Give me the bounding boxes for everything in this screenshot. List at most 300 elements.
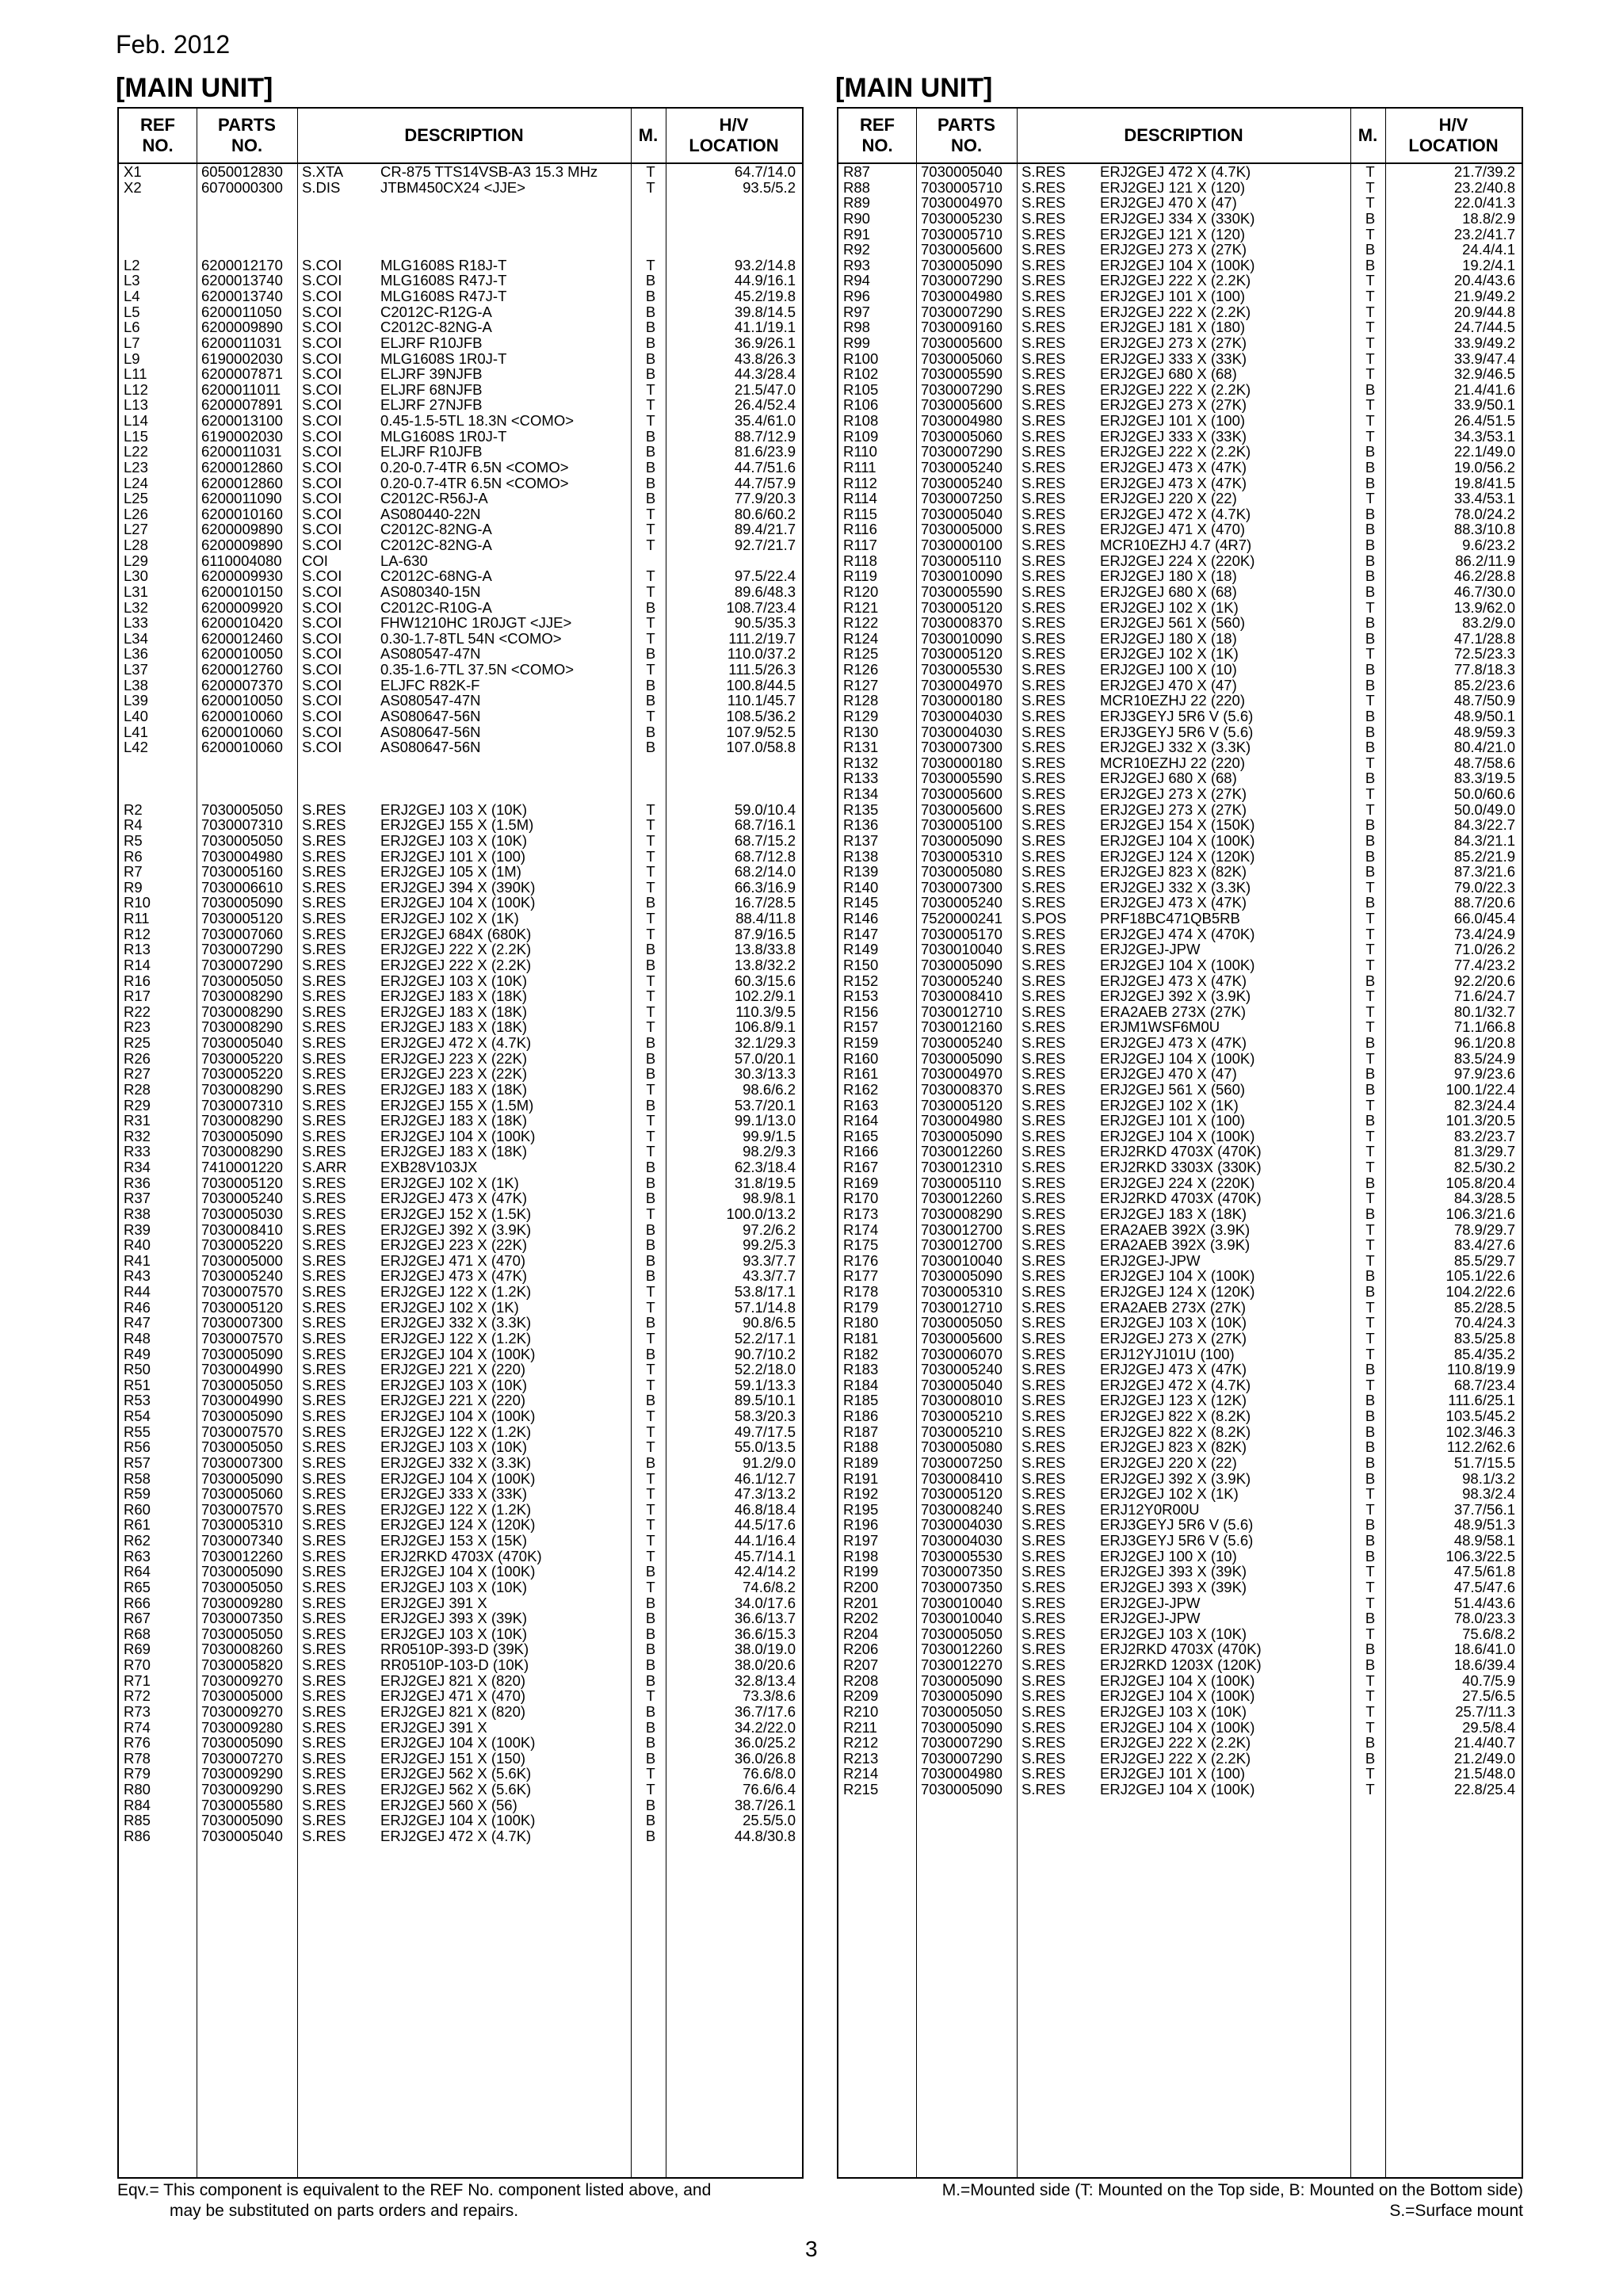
cell-mounted-side: B [1365,1656,1376,1673]
cell-mounted-side: T [646,1408,655,1424]
cell-description: ERJ2GEJ 101 X (100) [1100,412,1246,429]
cell-description: ERJ2GEJ 273 X (27K) [1100,334,1247,351]
cell-parts-no: 7030005120 [921,645,1002,663]
cell-ref-no: R73 [124,1702,151,1720]
cell-location: 112.2/62.6 [1446,1438,1515,1456]
cell-parts-type: S.RES [302,1749,346,1767]
cell-ref-no: R119 [843,567,877,585]
cell-parts-type: S.RES [1022,598,1066,616]
cell-parts-no: 7520000241 [921,910,1002,926]
cell-ref-no: R186 [843,1408,879,1424]
cell-mounted-side: B [645,1190,656,1207]
table-row [838,1268,1522,1284]
cell-description: C2012C-82NG-A [380,319,492,336]
cell-parts-type: S.RES [1022,256,1066,273]
cell-location: 97.5/22.4 [734,567,796,585]
cell-ref-no: R188 [843,1438,879,1456]
cell-description: ERJ2GEJ 103 X (10K) [380,1578,528,1595]
cell-ref-no: L4 [124,288,140,304]
cell-mounted-side: B [645,443,656,460]
cell-ref-no: R40 [124,1236,151,1254]
table-row [119,631,802,647]
table-row [119,1782,802,1797]
table-row [838,911,1522,926]
cell-description: ERJ2GEJ 102 X (1K) [1100,1096,1239,1114]
cell-parts-no: 6200009890 [201,521,283,538]
cell-ref-no: L30 [124,567,148,585]
table-row [838,444,1522,460]
cell-description: ERA2AEB 273X (27K) [1100,1298,1247,1316]
cell-ref-no: R117 [843,537,877,553]
cell-parts-no: 7030008290 [201,1080,283,1098]
cell-ref-no: R109 [843,427,879,445]
cell-parts-no: 7030005600 [921,241,1002,258]
cell-location: 44.8/30.8 [734,1827,796,1844]
cell-mounted-side: T [1365,1096,1375,1114]
cell-parts-no: 6190002030 [201,427,283,445]
cell-location: 107.0/58.8 [726,739,796,756]
cell-location: 106.8/9.1 [734,1018,796,1036]
table-row [838,1190,1522,1206]
table-body [838,164,1522,1797]
cell-parts-no: 7030008290 [201,1018,283,1036]
cell-location: 100.8/44.5 [726,676,796,693]
cell-parts-type: S.RES [1022,1454,1066,1471]
cell-ref-no: R140 [843,878,879,896]
cell-parts-type: S.RES [1022,1781,1066,1797]
cell-parts-no: 7030007300 [921,739,1002,756]
cell-parts-no: 7030009280 [201,1718,283,1736]
table-row [119,506,802,522]
cell-mounted-side: B [645,350,656,367]
cell-mounted-side: T [1365,1687,1375,1705]
cell-mounted-side: B [1365,1392,1376,1409]
cell-location: 85.2/21.9 [1453,847,1515,865]
cell-parts-type: S.COI [302,350,342,367]
cell-location: 77.8/18.3 [1453,661,1515,678]
cell-mounted-side: B [1365,1610,1376,1627]
cell-parts-type: S.COI [302,598,342,616]
cell-ref-no: R91 [843,225,870,243]
cell-description: ERJ2GEJ-JPW [1100,941,1201,958]
cell-parts-type: S.RES [1022,1438,1066,1456]
cell-mounted-side: T [1365,1625,1375,1642]
header-mounted: M. [638,125,659,145]
cell-mounted-side: B [645,598,656,616]
cell-parts-no: 7030005090 [201,1345,283,1362]
cell-location: 39.8/14.5 [734,303,796,320]
cell-description: ERJ2GEJ-JPW [1100,1251,1201,1269]
cell-ref-no: R189 [843,1454,879,1471]
cell-parts-no: 7030005030 [201,1205,283,1222]
cell-location: 104.2/22.6 [1445,1283,1515,1300]
cell-parts-type: S.RES [1022,1594,1066,1611]
cell-parts-no: 6200010060 [201,739,283,756]
cell-description: ERJ2GEJ 392 X (3.9K) [1100,988,1251,1005]
cell-parts-no: 7030005590 [921,365,1002,383]
cell-location: 23.2/40.8 [1453,178,1515,196]
table-row [119,397,802,413]
cell-parts-no: 7030005080 [921,863,1002,881]
cell-mounted-side: B [1365,552,1376,569]
cell-parts-no: 6200011031 [201,334,282,351]
table-row [119,195,802,211]
cell-mounted-side: T [1365,365,1375,383]
cell-ref-no: R196 [843,1516,879,1534]
table-row [119,1704,802,1720]
cell-parts-no: 7030008010 [921,1392,1002,1409]
cell-description: ERJ2GEJ 391 X [380,1718,487,1736]
table-row [838,304,1522,320]
cell-ref-no: R12 [124,925,151,942]
table-row [119,1315,802,1331]
cell-ref-no: R150 [843,956,879,973]
cell-mounted-side: T [1365,645,1375,663]
cell-ref-no: R22 [124,1003,151,1020]
table-row [838,319,1522,335]
cell-parts-no: 7030005040 [921,505,1002,522]
cell-mounted-side: B [1365,831,1376,849]
cell-parts-type: S.RES [302,925,346,942]
cell-location: 68.7/12.8 [734,847,796,865]
cell-location: 83.2/9.0 [1462,614,1515,632]
table-row [838,1284,1522,1300]
cell-ref-no: R197 [843,1532,879,1549]
cell-parts-no: 7030005000 [201,1687,283,1705]
table-row [119,180,802,196]
cell-ref-no: R166 [843,1143,879,1160]
cell-location: 44.9/16.1 [734,272,796,289]
cell-parts-no: 7030005090 [921,1781,1002,1797]
cell-parts-no: 7030012260 [921,1641,1002,1658]
cell-location: 91.2/9.0 [743,1454,796,1471]
cell-mounted-side: T [1365,1127,1375,1144]
table-row [838,1610,1522,1626]
cell-parts-no: 6200009930 [201,567,283,585]
cell-location: 21.4/41.6 [1453,380,1515,398]
cell-ref-no: L5 [124,303,140,320]
table-row [119,1284,802,1300]
cell-location: 100.1/22.4 [1445,1080,1515,1098]
cell-description: ERJ2GEJ 104 X (100K) [1100,1127,1255,1144]
cell-mounted-side: T [1365,1190,1375,1207]
table-row [838,755,1522,771]
cell-description: ERJ2GEJ 104 X (100K) [1100,1671,1255,1689]
cell-mounted-side: T [1365,303,1375,320]
table-row [119,1641,802,1657]
cell-ref-no: R118 [843,552,877,569]
cell-description: ELJRF 68NJFB [380,380,483,398]
cell-location: 33.9/47.4 [1453,350,1515,367]
cell-ref-no: R213 [843,1749,879,1767]
table-row [838,1222,1522,1238]
cell-parts-no: 7030005090 [921,1127,1002,1144]
cell-parts-type: S.RES [1022,770,1066,787]
cell-description: ERJ2GEJ 273 X (27K) [1100,785,1247,802]
cell-parts-type: S.RES [1022,707,1066,724]
table-row [119,833,802,849]
cell-parts-type: S.RES [1022,1096,1066,1114]
table-row [119,1813,802,1828]
cell-mounted-side: B [645,723,656,740]
cell-description: ERJ2GEJ 221 X (220) [380,1392,526,1409]
cell-mounted-side: T [1365,1314,1375,1331]
cell-description: ERJ2GEJ 104 X (100K) [1100,1049,1255,1067]
cell-description: ERJ2GEJ 124 X (120K) [380,1516,536,1534]
cell-description: ERJ2GEJ 473 X (47K) [1100,894,1247,911]
cell-location: 36.6/15.3 [734,1625,796,1642]
cell-parts-no: 7030007350 [201,1610,283,1627]
cell-location: 32.1/29.3 [734,1034,796,1051]
cell-location: 44.1/16.4 [734,1532,796,1549]
cell-ref-no: L41 [124,723,148,740]
cell-description: ERJ2GEJ 471 X (470) [380,1251,526,1269]
cell-parts-no: 7030007290 [921,1749,1002,1767]
table-row [838,1019,1522,1035]
cell-parts-no: 7030010040 [921,1251,1002,1269]
cell-description: ERJ2GEJ 684X (680K) [380,925,532,942]
cell-parts-type: S.COI [302,692,342,709]
table-row [838,1051,1522,1067]
cell-mounted-side: T [1365,1485,1375,1503]
table-row [119,615,802,631]
cell-location: 77.9/20.3 [734,490,796,507]
cell-parts-type: S.RES [302,1049,346,1067]
cell-ref-no: R49 [124,1345,151,1362]
table-row [119,319,802,335]
cell-mounted-side: B [1365,1749,1376,1767]
cell-ref-no: R192 [843,1485,879,1503]
cell-parts-type: S.RES [1022,537,1066,553]
table-row [119,1735,802,1751]
cell-parts-no: 7030005590 [921,583,1002,600]
footnote-mounted-side: M.=Mounted side (T: Mounted on the Top side, B: Mounted on the Bottom side) [941,2181,1523,2199]
cell-description: ERJ3GEYJ 5R6 V (5.6) [1100,707,1254,724]
cell-mounted-side: B [645,1096,656,1114]
cell-parts-no: 7030005240 [201,1267,283,1285]
cell-ref-no: R112 [843,474,877,491]
cell-description: ERJ2GEJ 473 X (47K) [380,1190,528,1207]
cell-location: 21.4/40.7 [1453,1734,1515,1752]
cell-parts-no: 7030004970 [921,194,1002,212]
table-row [838,942,1522,957]
cell-description: ERJ2GEJ 183 X (18K) [380,1112,528,1129]
cell-parts-type: S.RES [1022,521,1066,538]
cell-description: MLG1608S R47J-T [380,272,507,289]
cell-parts-type: S.RES [1022,1190,1066,1207]
cell-mounted-side: T [1365,163,1375,180]
cell-parts-no: 7030005050 [201,831,283,849]
table-row [838,1626,1522,1642]
header-ref-no: REF NO. [140,115,175,155]
cell-location: 81.3/29.7 [1453,1143,1515,1160]
table-row [838,1439,1522,1455]
cell-parts-no: 7030007250 [921,1454,1002,1471]
cell-description: ERJ2GEJ 103 X (10K) [380,972,528,989]
cell-description: ERJ2GEJ 103 X (10K) [1100,1625,1247,1642]
cell-mounted-side: B [645,1827,656,1844]
cell-ref-no: R147 [843,925,879,942]
cell-mounted-side: T [646,380,655,398]
cell-parts-no: 7030012710 [921,1003,1002,1020]
table-row [119,1688,802,1704]
cell-location: 97.2/6.2 [743,1221,796,1238]
cell-location: 98.9/8.1 [743,1190,796,1207]
cell-parts-type: S.RES [302,1594,346,1611]
cell-mounted-side: B [1365,1438,1376,1456]
cell-parts-no: 7030005000 [201,1251,283,1269]
cell-parts-type: S.RES [1022,739,1066,756]
cell-parts-no: 7030004030 [921,707,1002,724]
cell-location: 68.7/23.4 [1453,1376,1515,1393]
table-row [838,1408,1522,1424]
cell-parts-no: 7030007290 [201,956,283,973]
cell-description: ERA2AEB 392X (3.9K) [1100,1221,1251,1238]
table-row [838,397,1522,413]
cell-mounted-side: B [1365,241,1376,258]
cell-ref-no: R129 [843,707,879,724]
table-row [838,413,1522,429]
cell-mounted-side: T [1365,1718,1375,1736]
cell-parts-no: 7030007290 [201,941,283,958]
cell-description: C2012C-82NG-A [380,537,492,553]
cell-parts-no: 7030005600 [921,396,1002,414]
cell-location: 48.7/58.6 [1453,754,1515,771]
table-row [119,911,802,926]
cell-location: 21.5/48.0 [1453,1765,1515,1782]
cell-location: 85.5/29.7 [1453,1251,1515,1269]
cell-mounted-side: T [646,1423,655,1440]
cell-mounted-side: B [645,894,656,911]
cell-mounted-side: T [1365,1143,1375,1160]
cell-parts-no: 7030000100 [921,537,1002,553]
cell-ref-no: R114 [843,490,877,507]
cell-ref-no: R72 [124,1687,151,1705]
cell-ref-no: R27 [124,1065,151,1083]
cell-parts-type: S.RES [1022,661,1066,678]
cell-location: 53.7/20.1 [734,1096,796,1114]
table-row [838,1580,1522,1595]
cell-parts-type: S.RES [302,1500,346,1518]
table-header [119,109,802,164]
table-row [838,1237,1522,1253]
cell-ref-no: L39 [124,692,148,709]
table-row [838,1486,1522,1502]
cell-parts-type: S.RES [1022,412,1066,429]
table-row [119,288,802,304]
table-row [838,1455,1522,1471]
table-row [838,926,1522,942]
cell-parts-no: 7030004980 [921,288,1002,304]
cell-description: ERJ2GEJ 224 X (220K) [1100,552,1255,569]
cell-parts-type: S.COI [302,676,342,693]
cell-location: 96.1/20.8 [1453,1034,1515,1051]
cell-ref-no: R66 [124,1594,151,1611]
cell-mounted-side: T [646,1376,655,1393]
cell-parts-type: S.RES [1022,925,1066,942]
cell-location: 46.8/18.4 [734,1500,796,1518]
cell-description: ERJ2GEJ 104 X (100K) [380,1734,536,1752]
cell-location: 13.8/32.2 [734,956,796,973]
cell-parts-no: 7030004980 [921,1765,1002,1782]
table-row [838,180,1522,196]
cell-location: 110.3/9.5 [735,1003,796,1020]
cell-description: ERJ2GEJ 103 X (10K) [380,800,528,818]
cell-description: ERJ2GEJ 181 X (180) [1100,319,1246,336]
cell-parts-type: S.COI [302,396,342,414]
cell-mounted-side: B [1365,770,1376,787]
cell-description: ERJ2GEJ 332 X (3.3K) [1100,739,1251,756]
cell-ref-no: R163 [843,1096,879,1114]
cell-mounted-side: T [1365,1376,1375,1393]
cell-parts-type: S.RES [1022,1500,1066,1518]
table-row [838,1502,1522,1518]
cell-location: 111.6/25.1 [1448,1392,1515,1409]
cell-ref-no: R98 [843,319,870,336]
cell-parts-no: 7030007350 [921,1578,1002,1595]
cell-parts-type: S.RES [1022,303,1066,320]
cell-ref-no: R62 [124,1532,151,1549]
cell-location: 33.9/49.2 [1453,334,1515,351]
cell-parts-type: S.RES [1022,1127,1066,1144]
cell-description: ERJ12Y0R00U [1100,1500,1200,1518]
cell-parts-type: S.RES [302,1314,346,1331]
cell-description: ERJ2GEJ 183 X (18K) [380,1018,528,1036]
cell-description: ERJ2GEJ 124 X (120K) [1100,847,1255,865]
cell-location: 21.2/49.0 [1453,1749,1515,1767]
cell-location: 30.3/13.3 [734,1065,796,1083]
cell-parts-no: 7030008370 [921,1080,1002,1098]
cell-description: MCR10EZHJ 22 (220) [1100,754,1246,771]
cell-description: ERJ2GEJ 394 X (390K) [380,878,536,896]
cell-location: 45.7/14.1 [734,1547,796,1564]
cell-parts-no: 7030007570 [201,1500,283,1518]
cell-parts-no: 7030000180 [921,754,1002,771]
cell-parts-no: 7030005050 [921,1314,1002,1331]
cell-parts-no: 7030009280 [201,1594,283,1611]
cell-mounted-side: T [646,1578,655,1595]
cell-location: 47.5/61.8 [1453,1563,1515,1580]
table-row [838,537,1522,553]
cell-parts-no: 7030006070 [921,1345,1002,1362]
cell-description: ERJ2GEJ 224 X (220K) [1100,1174,1255,1191]
cell-location: 44.7/51.6 [734,458,796,476]
cell-description: MCR10EZHJ 22 (220) [1100,692,1246,709]
cell-ref-no: L34 [124,629,148,647]
cell-mounted-side: B [1365,474,1376,491]
table-row [838,615,1522,631]
cell-description: ERJ2GEJ 332 X (3.3K) [380,1314,532,1331]
cell-ref-no: R29 [124,1096,151,1114]
cell-location: 48.9/51.3 [1453,1516,1515,1534]
table-row [838,957,1522,973]
cell-mounted-side: B [645,692,656,709]
cell-location: 21.9/49.2 [1453,288,1515,304]
cell-description: ERJ2GEJ 332 X (3.3K) [1100,878,1251,896]
cell-description: ERJM1WSF6M0U [1100,1018,1220,1036]
cell-ref-no: R57 [124,1454,151,1471]
cell-parts-type: S.RES [1022,427,1066,445]
cell-parts-no: 7030005710 [921,225,1002,243]
cell-location: 51.7/15.5 [1453,1454,1515,1471]
cell-location: 111.2/19.7 [728,629,796,647]
cell-parts-type: S.RES [302,1392,346,1409]
cell-description: ERJ2GEJ 105 X (1M) [380,863,521,881]
cell-mounted-side: B [1365,1080,1376,1098]
cell-parts-no: 7030004980 [201,847,283,865]
cell-location: 78.9/29.7 [1453,1221,1515,1238]
cell-ref-no: L28 [124,537,148,553]
